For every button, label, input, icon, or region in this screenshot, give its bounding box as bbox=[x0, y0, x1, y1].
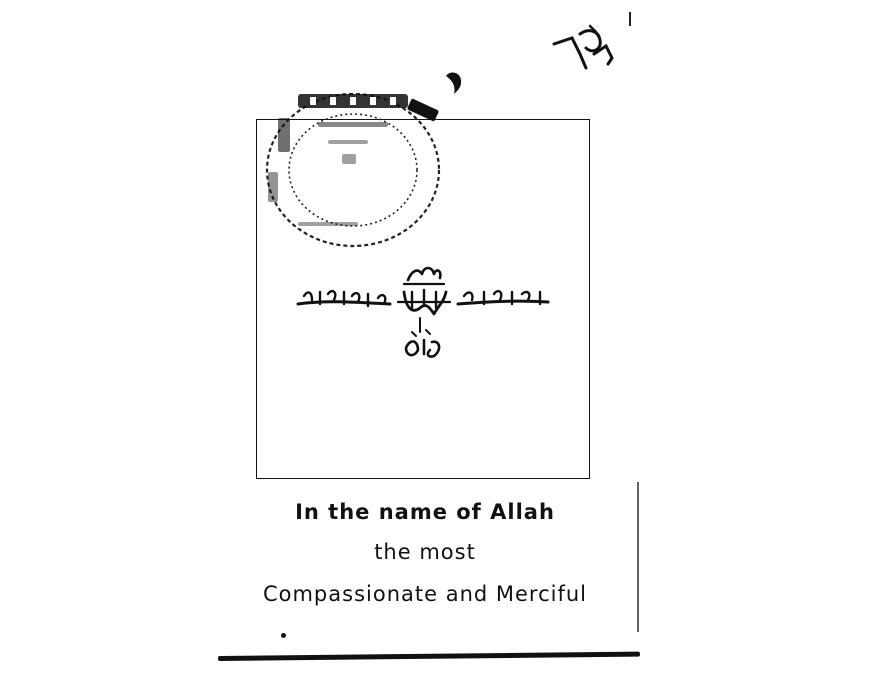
scan-speck bbox=[281, 633, 286, 638]
scan-edge-line bbox=[629, 12, 631, 26]
caption-line-1: In the name of Allah bbox=[295, 500, 555, 524]
caption-line-2: the most bbox=[374, 540, 476, 564]
library-stamp-icon bbox=[258, 82, 458, 252]
caption-line-3: Compassionate and Merciful bbox=[262, 582, 588, 606]
bismillah-calligraphy-icon bbox=[294, 262, 554, 372]
handwritten-mark-icon bbox=[550, 24, 620, 76]
bottom-rule bbox=[218, 652, 640, 661]
scan-edge-line bbox=[637, 482, 639, 632]
